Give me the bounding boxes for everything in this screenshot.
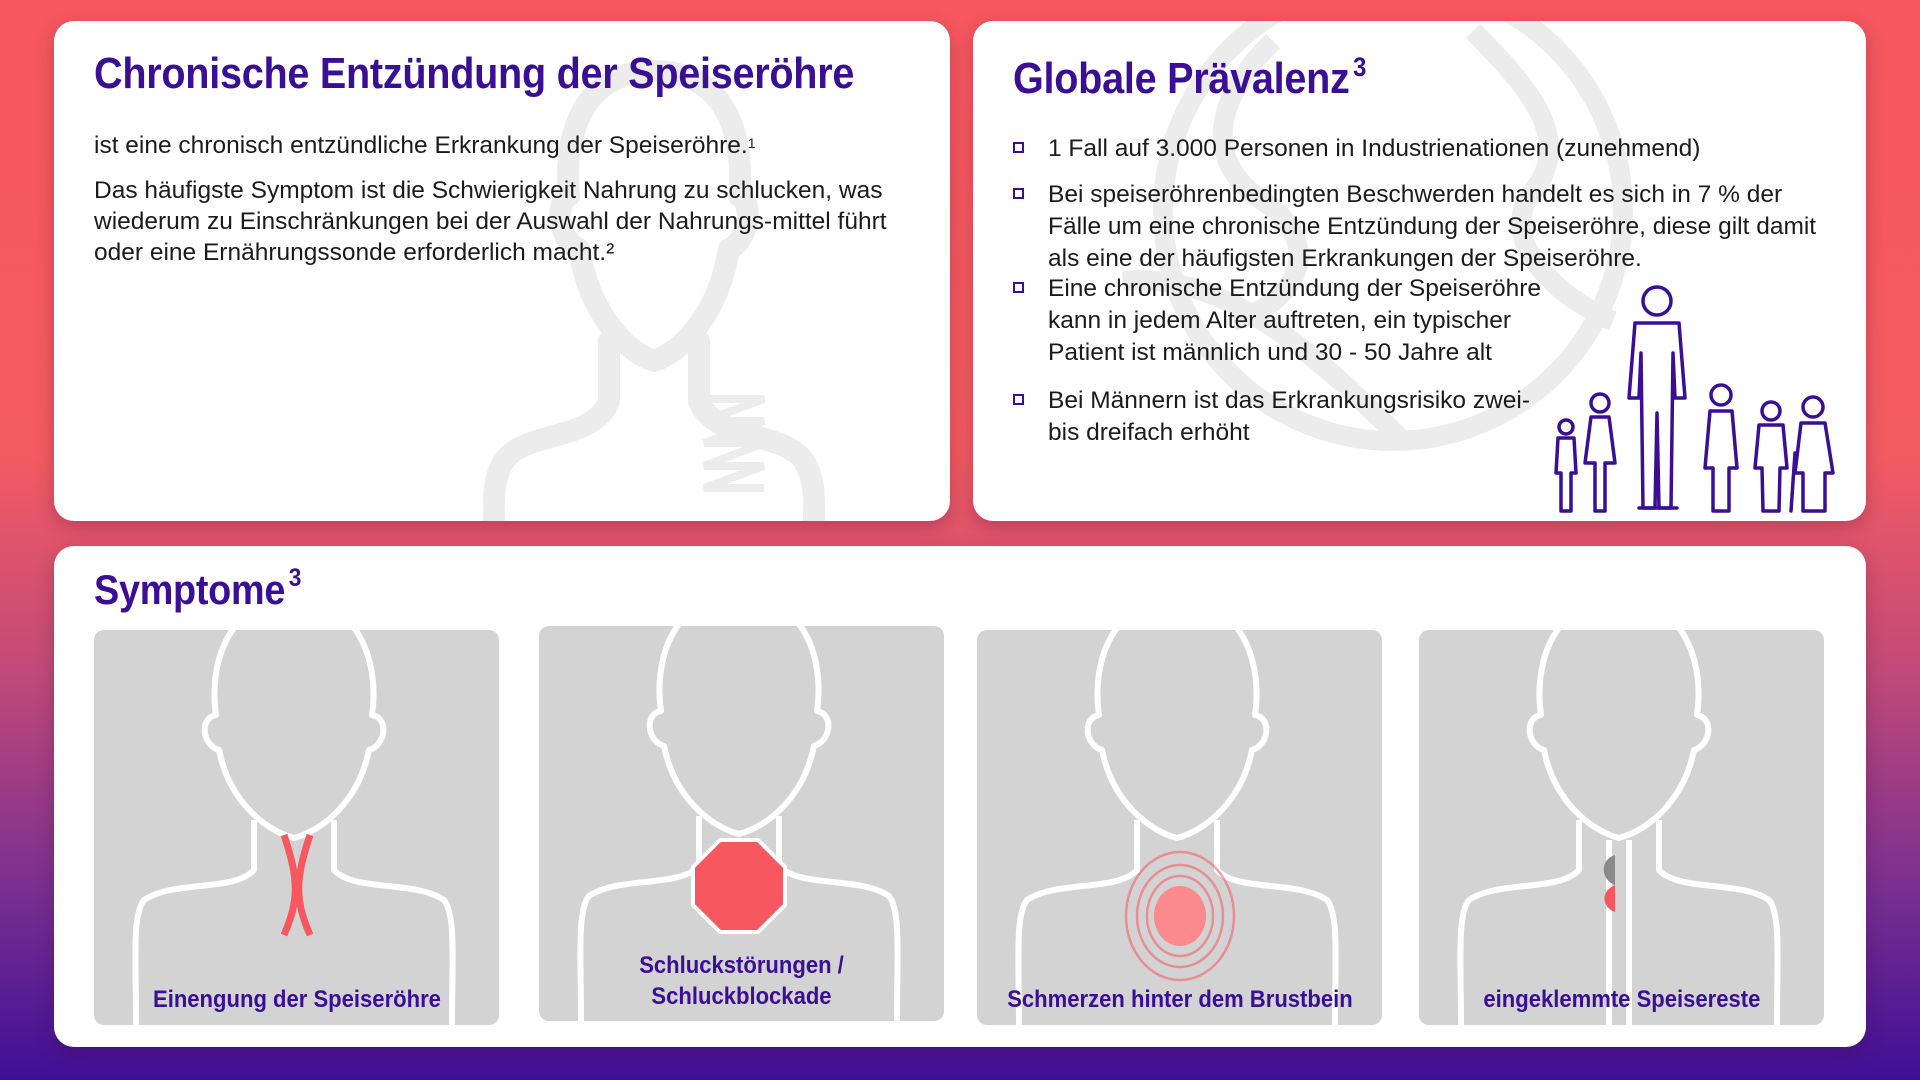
- prevalence-title: Globale Prävalenz $^3$: [1013, 52, 1367, 103]
- symptom-label: Schmerzen hinter dem Brustbein: [1006, 986, 1353, 1013]
- bullet-square-icon: [1013, 394, 1024, 405]
- symptoms-title: Symptome $^3$: [94, 564, 302, 613]
- symptom-label: Schluckstörungen / Schluckblockade: [639, 952, 844, 1010]
- prevalence-bullet: [1013, 273, 1553, 369]
- definition-card: [54, 21, 950, 521]
- symptoms-card: [54, 546, 1866, 1047]
- symptom-tile-swallowing: [539, 626, 944, 1021]
- person-chest-pain-icon: [977, 630, 1382, 1025]
- symptom-tile-chest-pain: [977, 630, 1382, 1025]
- bullet-square-icon: [1013, 142, 1024, 153]
- definition-title: Chronische Entzündung der Speiseröhre: [94, 49, 855, 98]
- symptoms-reference: 3: [288, 564, 302, 592]
- definition-intro: ist eine chronisch entzündliche Erkrankung der Speiseröhre.$^1$: [94, 132, 756, 159]
- prevalence-bullet: [1013, 385, 1553, 449]
- bullet-text: Eine chronische Entzündung der Speiseröhre kann in jedem Alter auftreten, ein typischer Patient ist männlich und 30 - 50 Jahre alt: [1048, 275, 1542, 366]
- person-narrowing-icon: [94, 630, 499, 1025]
- symptom-tile-food-impaction: [1419, 630, 1824, 1025]
- prevalence-reference: 3: [1353, 52, 1367, 82]
- symptom-tile-narrowing: [94, 630, 499, 1025]
- definition-body: Das häufigste Symptom ist die Schwierigkeit Nahrung zu schlucken, was wiederum zu Einschränkungen bei der Auswahl der Nahrungs-mittel führt oder eine Ernährungssonde erforderlich macht.²: [94, 177, 887, 266]
- person-food-impaction-icon: [1419, 630, 1824, 1025]
- prevalence-card: [973, 21, 1866, 521]
- symptom-label: eingeklemmte Speisereste: [1482, 986, 1761, 1013]
- bullet-square-icon: [1013, 188, 1024, 199]
- intro-reference: 1: [747, 135, 756, 151]
- symptom-label: Einengung der Speiseröhre: [152, 986, 441, 1013]
- bullet-text: Bei Männern ist das Erkrankungsrisiko zwei- bis dreifach erhöht: [1048, 387, 1531, 446]
- bullet-square-icon: [1013, 282, 1024, 293]
- family-group-icon: [1547, 283, 1847, 519]
- bullet-text: Bei speiseröhrenbedingten Beschwerden handelt es sich in 7 % der Fälle um eine chronische Entzündung der Speiseröhre, diese gilt damit als eine der häufigsten Erkrankungen der Speiseröhre.: [1048, 181, 1817, 272]
- prevalence-bullet: [1013, 179, 1833, 275]
- bullet-text: 1 Fall auf 3.000 Personen in Industrienationen (zunehmend): [1048, 135, 1701, 162]
- prevalence-bullet: [1013, 133, 1833, 165]
